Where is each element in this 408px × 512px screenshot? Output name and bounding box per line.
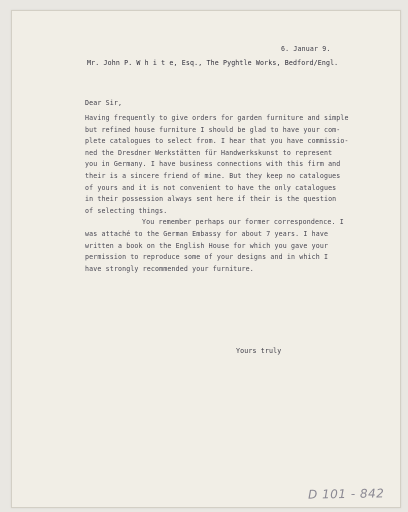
letter-body: [85, 113, 385, 275]
closing: Yours truly: [236, 347, 282, 355]
body-line: plete catalogues to select from. I hear that you have commissio-: [85, 137, 349, 146]
letter-page: [11, 10, 401, 508]
letter-date: 6. Januar 9.: [281, 45, 331, 53]
body-line: ned the Dresdner Werkstätten für Handwerkskunst to represent: [85, 148, 333, 157]
body-line: but refined house furniture I should be glad to have your com-: [85, 125, 341, 134]
archive-number: D 101 - 842: [307, 486, 385, 502]
body-line: written a book on the English House for which you gave your: [85, 241, 329, 250]
body-line: of selecting things.: [85, 206, 168, 215]
body-line: was attaché to the German Embassy for about 7 years. I have: [85, 229, 329, 238]
addressee-line: Mr. John P. W h i t e, Esq., The Pyghtle Works, Bedford/Engl.: [87, 59, 339, 67]
body-line: their is a sincere friend of mine. But they keep no catalogues: [85, 171, 341, 180]
body-line: have strongly recommended your furniture.: [85, 264, 254, 273]
body-line: You remember perhaps our former correspondence. I: [142, 218, 344, 227]
body-line: permission to reproduce some of your designs and in which I: [85, 253, 329, 262]
body-line: of yours and it is not convenient to have the only catalogues: [85, 183, 337, 192]
body-line: you in Germany. I have business connections with this firm and: [85, 160, 341, 169]
body-line: in their possession always sent here if their is the question: [85, 195, 337, 204]
salutation: Dear Sir,: [85, 99, 123, 107]
body-line: Having frequently to give orders for garden furniture and simple: [85, 114, 349, 122]
